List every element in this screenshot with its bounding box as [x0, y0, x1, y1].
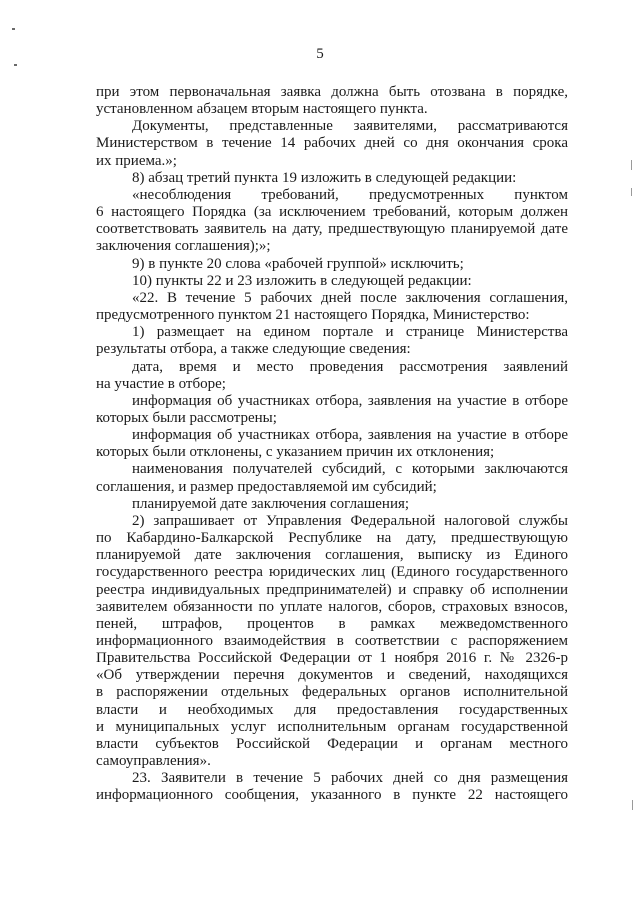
- text-line: пеней, штрафов, процентов в рамках межведомственного: [96, 615, 568, 632]
- text-line: «несоблюдения требований, предусмотренных пунктом: [132, 186, 568, 203]
- text-line: наименования получателей субсидий, с которыми заключаются: [132, 461, 568, 478]
- text-line: информационного взаимодействия в соответствии с распоряжением: [96, 633, 568, 649]
- text-line: в распоряжении отдельных федеральных органов исполнительной: [96, 684, 568, 701]
- text-line: планируемой дате заключения соглашения, выписку из Единого: [96, 547, 568, 564]
- text-line: реестра индивидуальных предпринимателей) и справку об исполнении: [96, 581, 568, 598]
- text-line: дата, время и место проведения рассмотрения заявлений: [132, 358, 568, 375]
- text-line: соглашения, и размер предоставляемой им субсидий;: [96, 478, 437, 495]
- scan-speck: [12, 28, 15, 30]
- scan-edge-mark: [631, 188, 632, 196]
- scan-edge-mark: [631, 160, 632, 170]
- text-line: 8) абзац третий пункта 19 изложить в следующей редакции:: [132, 169, 517, 186]
- text-line: по Кабардино-Балкарской Республике на дату, предшествующую: [96, 530, 568, 547]
- text-line: власти субъектов Российской Федерации и органам местного: [96, 735, 568, 752]
- text-line: их приема.»;: [96, 152, 177, 169]
- text-line: при этом первоначальная заявка должна быть отозвана в порядке,: [96, 84, 568, 100]
- text-line: информация об участниках отбора, заявления на участие в отборе: [132, 427, 568, 444]
- text-line: заявителем обязанности по уплате налогов, сборов, страховых взносов,: [96, 598, 568, 615]
- text-line: информационного сообщения, указанного в пункте 22 настоящего: [96, 787, 568, 804]
- text-line: 23. Заявители в течение 5 рабочих дней со дня размещения: [132, 770, 568, 787]
- page-number: 5: [316, 46, 324, 62]
- scan-speck: [14, 64, 17, 66]
- text-line: «22. В течение 5 рабочих дней после заключения соглашения,: [132, 289, 568, 306]
- text-line: 10) пункты 22 и 23 изложить в следующей редакции:: [132, 272, 472, 289]
- text-line: 1) размещает на едином портале и странице Министерства: [132, 324, 568, 341]
- text-line: которых были рассмотрены;: [96, 409, 277, 426]
- text-line: планируемой дате заключения соглашения;: [132, 495, 410, 512]
- text-line: государственного реестра юридических лиц (Единого государственного: [96, 564, 568, 581]
- document-body: [96, 84, 568, 805]
- scan-edge-mark: [632, 800, 633, 810]
- text-line: и муниципальных услуг исполнительным органам государственной: [96, 718, 568, 735]
- text-line: 6 настоящего Порядка (за исключением требований, которым должен: [96, 204, 568, 221]
- text-line: Правительства Российской Федерации от 1 ноября 2016 г. № 2326-р: [96, 650, 568, 667]
- text-line: «Об утверждении перечня документов и сведений, находящихся: [96, 667, 568, 684]
- text-line: 2) запрашивает от Управления Федеральной налоговой службы: [132, 512, 568, 529]
- text-line: информация об участниках отбора, заявления на участие в отборе: [132, 392, 568, 409]
- text-line: результаты отбора, а также следующие сведения:: [96, 341, 411, 358]
- text-line: соответствовать заявитель на дату, предшествующую планируемой дате: [96, 221, 568, 238]
- text-line: заключения соглашения);»;: [96, 238, 271, 255]
- text-line: самоуправления».: [96, 753, 211, 770]
- text-line: власти и необходимых для предоставления государственных: [96, 701, 568, 718]
- text-line: 9) в пункте 20 слова «рабочей группой» исключить;: [132, 255, 464, 272]
- text-line: Документы, представленные заявителями, рассматриваются: [132, 118, 568, 135]
- text-line: которых были отклонены, с указанием причин их отклонения;: [96, 444, 495, 461]
- text-line: на участие в отборе;: [96, 375, 226, 392]
- text-line: предусмотренного пунктом 21 настоящего Порядка, Министерство:: [96, 307, 530, 324]
- text-line: установленном абзацем вторым настоящего пункта.: [96, 101, 428, 118]
- text-line: Министерством в течение 14 рабочих дней со дня окончания срока: [96, 135, 568, 152]
